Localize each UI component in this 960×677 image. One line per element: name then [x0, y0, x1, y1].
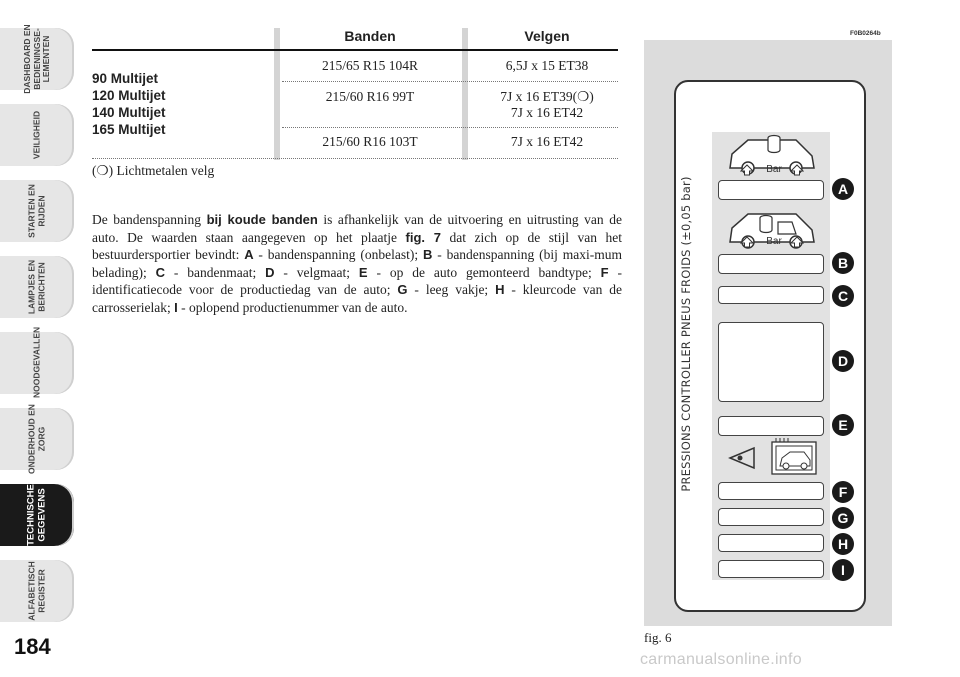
- letter-i: I: [832, 559, 854, 581]
- letter-a: A: [832, 178, 854, 200]
- key-letter: E: [358, 264, 368, 280]
- key-letter: C: [155, 264, 166, 280]
- fig-reference: fig. 7: [405, 229, 441, 245]
- model-list: [92, 70, 166, 138]
- tab-dashboard[interactable]: [0, 24, 74, 94]
- header-rims: Velgen: [524, 28, 570, 44]
- text-run: - bandenmaat;: [165, 264, 266, 280]
- bar-label: Bar: [766, 164, 782, 175]
- tyre-cell: 215/65 R15 104R: [321, 58, 418, 73]
- tab-noodgevallen[interactable]: [0, 326, 74, 398]
- letter-f: F: [832, 481, 854, 503]
- column-divider: [274, 28, 280, 160]
- tyre-label-figure: [644, 40, 892, 626]
- tab-label: ONDERHOUD EN ZORG: [26, 404, 46, 474]
- tyre-cell: 215/60 R16 99T: [325, 89, 415, 104]
- field-a: [718, 180, 824, 200]
- letter-e: E: [832, 414, 854, 436]
- field-e: [718, 416, 824, 436]
- letter-d: D: [832, 350, 854, 372]
- field-i: [718, 560, 824, 578]
- row-rule: [282, 127, 618, 128]
- letter-h: H: [832, 533, 854, 555]
- letter-c: C: [832, 285, 854, 307]
- bar-label: Bar: [766, 236, 782, 247]
- text-run: - kleurcode van de carrosserielak;: [92, 282, 622, 315]
- column-divider: [462, 28, 468, 160]
- figure-code: F0B0264b: [850, 30, 881, 37]
- footnote: (❍) Lichtmetalen velg: [92, 163, 215, 178]
- key-letter: B: [422, 247, 433, 262]
- header-tyres: Banden: [344, 28, 396, 44]
- arrow-up-icon: [790, 236, 804, 248]
- tyre-pressure-label: [674, 80, 866, 612]
- tab-label: ALFABETISCH REGISTER: [26, 561, 46, 621]
- tab-label: VEILIGHEID: [31, 110, 42, 160]
- rim-cell: 7J x 16 ET42: [510, 134, 584, 149]
- header-rule: [92, 49, 618, 51]
- tab-label: STARTEN EN RIJDEN: [26, 184, 46, 238]
- text-run: dat zich op de stijl van het bestuurdersportier bevindt:: [92, 229, 622, 262]
- text-run: - op de auto gemonteerd bandtype;: [367, 264, 601, 280]
- figure-caption: fig. 6: [644, 630, 672, 645]
- field-c: [718, 286, 824, 304]
- key-letter: D: [265, 264, 275, 280]
- field-g: [718, 508, 824, 526]
- key-letter: I: [174, 299, 178, 315]
- field-h: [718, 534, 824, 552]
- text-run: - leeg vakje;: [407, 282, 496, 297]
- key-letter: A: [244, 247, 254, 262]
- key-letter: F: [600, 264, 609, 280]
- tab-label: LAMPJES EN BERICHTEN: [26, 259, 46, 315]
- tab-label: NOODGEVALLEN: [31, 326, 42, 398]
- model-name: 140 Multijet: [92, 105, 166, 120]
- bold-run: bij koude banden: [206, 212, 318, 227]
- arrow-up-icon: [790, 164, 804, 176]
- rim-cell: 6,5J x 15 ET38: [505, 58, 589, 73]
- book-icon: [770, 438, 818, 476]
- model-name: 120 Multijet: [92, 88, 166, 103]
- rim-cell: 7J x 16 ET42: [510, 105, 584, 120]
- tab-lampjes[interactable]: [0, 256, 74, 318]
- letter-g: G: [832, 507, 854, 529]
- text-run: - bandenspanning (bij maxi-mum belading);: [92, 247, 622, 280]
- eye-icon: [728, 446, 758, 470]
- tab-label: DASHBOARD EN BEDIENINGSE- LEMENTEN: [21, 24, 51, 94]
- text-run: - oplopend productienummer van de auto.: [177, 299, 408, 315]
- label-vertical-text: PRESSIONS CONTROLLER PNEUS FROIDS (±0,05 bar): [679, 176, 693, 492]
- field-b: [718, 254, 824, 274]
- text-run: is afhankelijk van de uitvoering en uitrusting van de auto. De waarden staan aangegeven op het plaatje: [92, 212, 622, 245]
- field-f: [718, 482, 824, 500]
- text-run: - bandenspanning (onbelast);: [253, 247, 423, 262]
- tab-label: TECHNISCHE GEGEVENS: [25, 484, 47, 546]
- tab-starten[interactable]: [0, 180, 74, 242]
- tyre-table: [92, 22, 618, 162]
- model-name: 165 Multijet: [92, 122, 166, 137]
- page-number: 184: [14, 634, 51, 659]
- text-run: De bandenspanning: [92, 212, 207, 227]
- row-rule: [282, 81, 618, 82]
- tyre-cell: 215/60 R16 103T: [322, 134, 418, 149]
- tab-technische-gegevens[interactable]: [0, 484, 74, 546]
- field-d: [718, 322, 824, 402]
- watermark: carmanualsonline.info: [640, 651, 802, 668]
- text-run: - velgmaat;: [274, 264, 359, 280]
- table-bottom-rule: [92, 158, 618, 159]
- tyre-pressure-paragraph: [92, 211, 622, 316]
- model-name: 90 Multijet: [92, 71, 159, 86]
- letter-b: B: [832, 252, 854, 274]
- tab-onderhoud[interactable]: [0, 404, 74, 474]
- tab-register[interactable]: [0, 560, 74, 622]
- key-letter: H: [495, 282, 505, 297]
- rim-cell: 7J x 16 ET39(❍): [500, 89, 594, 104]
- key-letter: G: [397, 282, 408, 297]
- chapter-tabs: [0, 24, 74, 636]
- tab-veiligheid[interactable]: [0, 104, 74, 166]
- text-run: - identificatiecode voor de productiedag van de auto;: [92, 264, 623, 297]
